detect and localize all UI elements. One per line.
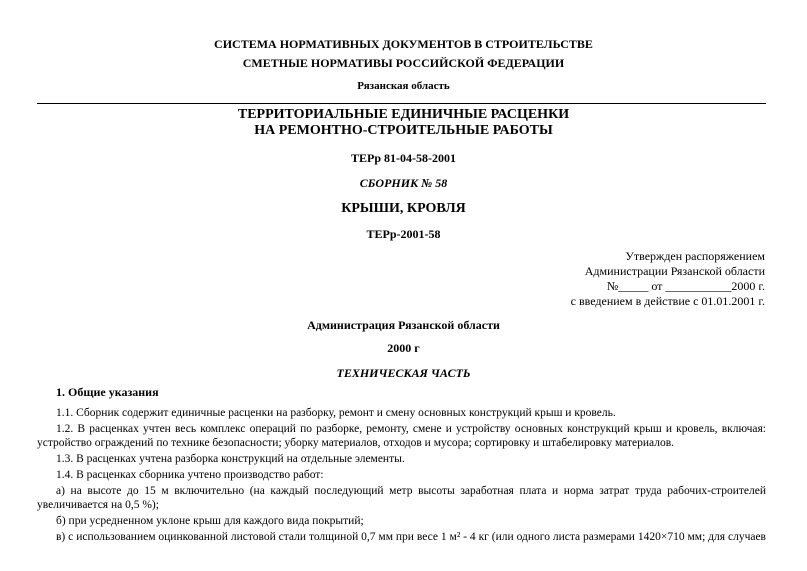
title-line-2: НА РЕМОНТНО-СТРОИТЕЛЬНЫЕ РАБОТЫ [254,123,553,138]
document-code: ТЕРр 81-04-58-2001 [351,151,456,165]
title-line-1: ТЕРРИТОРИАЛЬНЫЕ ЕДИНИЧНЫЕ РАСЦЕНКИ [237,107,570,122]
paragraph-1-4-c: в) с использованием оцинкованной листовой стали толщиной 0,7 мм при весе 1 м² - 4 кг (или одного листа размерами 1420×710 мм; для случаев [56,531,766,543]
approval-line-1: Утвержден распоряжением [625,249,765,263]
header-line-1: СИСТЕМА НОРМАТИВНЫХ ДОКУМЕНТОВ В СТРОИТЕЛЬСТВЕ [214,37,593,51]
year: 2000 г [387,341,420,355]
section-title: 1. Общие указания [56,385,159,399]
technical-part-heading: ТЕХНИЧЕСКАЯ ЧАСТЬ [336,366,471,380]
paragraph-1-1: 1.1. Сборник содержит единичные расценки на разборку, ремонт и смену основных конструкций крыш и кровель. [56,407,616,419]
header-divider [37,103,766,104]
paragraph-1-3: 1.3. В расценках учтена разборка конструкций на отдельные элементы. [56,453,405,465]
approval-line-4: с введением в действие с 01.01.2001 г. [570,294,765,308]
collection-number: СБОРНИК № 58 [359,176,448,190]
paragraph-1-4-b: б) при усредненном уклоне крыш для каждого вида покрытий; [56,515,364,527]
paragraph-1-4-a: а) на высоте до 15 м включительно (на каждый последующий метр высоты заработная плата и норма затрат труда рабочих-строителей увеличивается на 0,5 %); [37,485,766,511]
approval-line-2: Администрации Рязанской области [584,264,765,278]
issuer: Администрация Рязанской области [307,318,500,332]
document-code-2: ТЕРр-2001-58 [366,227,441,241]
paragraph-1-2: 1.2. В расценках учтен весь комплекс операций по разборке, ремонту, смене и устройству основных конструкций крыш и кровель, включая: устройство ограждений по технике безопасности; уборку материалов, отходов и мусора; сортировку и штабелировку материалов. [37,423,766,449]
collection-name: КРЫШИ, КРОВЛЯ [341,201,466,216]
paragraph-1-4: 1.4. В расценках сборника учтено производство работ: [56,469,324,481]
header-region: Рязанская область [357,80,450,92]
body-text [37,406,766,546]
header-line-2: СМЕТНЫЕ НОРМАТИВЫ РОССИЙСКОЙ ФЕДЕРАЦИИ [242,56,565,70]
approval-block [571,249,765,309]
approval-line-3: №_____ от ___________2000 г. [606,279,765,293]
